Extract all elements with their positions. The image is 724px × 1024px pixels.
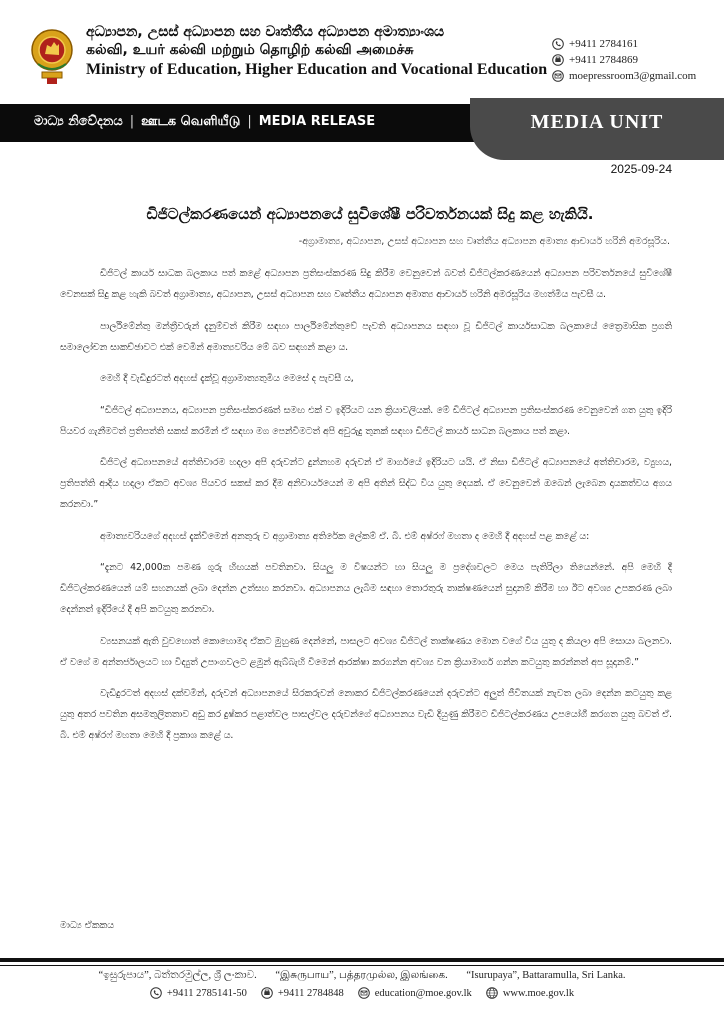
paragraph: අමාත්‍යවරියගේ අදහස් දැක්වීමෙන් අනතුරු ව අග්‍රාමාත්‍ය අතිරේක ලේකම් ඒ. බී. එම් අෂ්රෆ් මහතා ද මෙහි දී අදහස් පළ කළේ ය: bbox=[100, 530, 590, 542]
paragraph: ව්‍යසනයක් ඇති වුවහොත් කොහොමද ඒකට මුහුණ දෙන්නේ, පාසලට අවශ්‍ය ඩිජිටල් තාක්ෂණය මොන වගේ විය යුතු ද කියලා අපි සොයා බලනවා. ඒ වගේ ම අන්තර්ජාලයට හා විද්‍යුත් උපාංගවලට ළමුන් ඇබ්බැහි වීමෙන් ආරක්ෂා කරගන්න අවශ්‍ය වන ක්‍රියාමාර්ග ගන්න කටයුතු කරන්නත් අප සූදානම්.” bbox=[60, 635, 672, 668]
letterhead bbox=[0, 0, 724, 100]
footer-address bbox=[0, 969, 724, 982]
address-english: “Isurupaya”, Battaramulla, Sri Lanka. bbox=[466, 970, 626, 981]
media-unit-label: MEDIA UNIT bbox=[530, 111, 664, 133]
ministry-name-tamil: கல்வி, உயர் கல்வி மற்றும் தொழிற் கல்வி அமைச்சு bbox=[86, 42, 414, 58]
footer-email: education@moe.gov.lk bbox=[358, 987, 472, 999]
paragraph: මෙහි දී වැඩිදුරටත් අදහස් දැක්වූ අග්‍රාමාත්‍යතුමිය මෙසේ ද පැවසී ය, bbox=[100, 373, 354, 384]
footer-fax: +9411 2784848 bbox=[261, 987, 344, 999]
paragraph: පාර්ලිමේන්තු මන්ත්‍රීවරුන් දැනුම්වත් කිරීම සඳහා පාර්ලිමේන්තුවේ පැවති අධ්‍යාපනය සඳහා වූ ඩිජිටල් කාර්යසාධක බලකායේ ත්‍රෛමාසික ප්‍රගති සමාලෝචන සාකච්ඡාවට එක් වෙමින් අමාත්‍යවරිය මේ බව සඳහන් කළා ය. bbox=[60, 320, 672, 353]
paragraph: ඩිජිටල් අධ්‍යාපනයේ අත්තිවාරම හදලා අපි දරුවන්ට දුන්නහම දරුවන් ඒ මාර්ගයේ ඉදිරියට යයි. ඒ නිසා ඩිජිටල් අධ්‍යාපනයේ අත්තිවාරම, ව්‍යුහය, ප්‍රතිපත්ති ආදිය හදලා ඒකට අවශ්‍ය පියවර සකස් කර දීම අනිවාර්යයෙන් ම අපි අතින් සිද්ධ විය යුතු දෙයක්. ඒ වෙනුවෙන් ඔබෙන් ලැබෙන දායකත්වය අගය කරනවා.” bbox=[60, 457, 672, 510]
ministry-name-english: Ministry of Education, Higher Education and Vocational Education bbox=[86, 61, 548, 78]
email-icon bbox=[358, 987, 370, 999]
phone-icon bbox=[150, 987, 162, 999]
release-date: 2025-09-24 bbox=[610, 162, 672, 176]
email-icon bbox=[552, 70, 564, 82]
phone-icon bbox=[552, 38, 564, 50]
footer-contacts bbox=[0, 987, 724, 999]
footer-phone: +9411 2785141-50 bbox=[150, 987, 247, 999]
paragraph: ඩිජිටල් කාර්ය සාධක බලකාය පත් කළේ අධ්‍යාපන ප්‍රතිසංස්කරණ සිදු කිරීම වෙනුවෙන් බවත් ඩිජිටල්කරණයෙන් අධ්‍යාපන පරිවර්තනයේ සුවිශේෂී වෙනසක් සිදු කළ හැකි බවත් අග්‍රාමාත්‍ය, අධ්‍යාපන, උසස් අධ්‍යාපන සහ වෘත්තීය අධ්‍යාපන අමාත්‍ය ආචාර්ය හරිනි අමරසූරිය මහත්මිය පැවසී ය. bbox=[60, 268, 672, 300]
address-tamil: “இசுருபாய”, பத்தரமுல்ல, இலங்கை. bbox=[275, 970, 448, 981]
signature: මාධ්‍ය ඒකකය bbox=[60, 920, 115, 931]
header-contacts bbox=[552, 36, 722, 84]
release-body bbox=[60, 263, 672, 757]
release-title: ඩිජිටල්කරණයෙන් අධ්‍යාපනයේ සුවිශේෂී පරිවර්තනයක් සිදු කළ හැකියි. bbox=[146, 205, 594, 223]
label-english: MEDIA RELEASE bbox=[258, 114, 376, 129]
ministry-name-sinhala: අධ්‍යාපන, උසස් අධ්‍යාපන සහ වෘත්තීය අධ්‍යාපන අමාත්‍යාංශය bbox=[86, 24, 445, 40]
sri-lanka-emblem-icon bbox=[30, 24, 74, 88]
header-phone: +9411 2784161 bbox=[552, 36, 722, 52]
fax-icon bbox=[552, 54, 564, 66]
footer-divider-thin bbox=[0, 965, 724, 966]
globe-icon bbox=[486, 987, 498, 999]
footer-website: www.moe.gov.lk bbox=[486, 987, 574, 999]
header-fax: +9411 2784869 bbox=[552, 52, 722, 68]
release-byline: -අග්‍රාමාත්‍ය, අධ්‍යාපන, උසස් අධ්‍යාපන සහ වෘත්තීය අධ්‍යාපන අමාත්‍ය ආචාර්ය හරිනි අමරසූරිය. bbox=[298, 236, 670, 247]
paragraph: වැඩිදුරටත් අදහස් දක්වමින්, දරුවන් අධ්‍යාපනයේ සිරකරුවන් නොකර ඩිජිටල්කරණයෙන් දරුවන්ට අලුත් ජීවිතයක් නැවත ලබා දෙන්න කටයුතු කළ යුතු අතර පවතින අසමතුලිතතාව අඩු කර දුෂ්කර පළාත්වල පාසල්වල දරුවන්ගේ අධ්‍යාපනය වැඩි දියුණු කිරීමට ඩිජිටල්කරණය උපයෝගී කරගත යුතු බවත් ඒ. බී. එම් අෂ්රෆ් මහතා මෙහි දී ප්‍රකාශ කළේ ය. bbox=[60, 688, 672, 741]
footer-divider bbox=[0, 958, 724, 962]
label-tamil: ஊடக வெளியீடு bbox=[141, 114, 241, 129]
label-sinhala: මාධ්‍ය නිවේදනය bbox=[34, 114, 123, 129]
paragraph: “දැනට 42,000ක පමණ ගුරු හිඟයක් පවතිනවා. සියලු ම විෂයන්ට හා සියලු ම ප්‍රදේශවලට මෙය පැතිරිලා තියෙන්නේ. අපි මෙහි දී ඩිජිටල්කරණයෙන් යම් සහනයක් ලබා දෙන්න උත්සහ කරනවා. අධ්‍යාපනය ලැබීම සඳහා තොරතුරු තාක්ෂණයෙන් සුදානම් කිරීම හා ඊට අවශ්‍ය උපකරණ ලබා දෙන්නත් ඉදිරියේ දී අපි කටයුතු කරනවා. bbox=[60, 562, 672, 615]
fax-icon bbox=[261, 987, 273, 999]
media-release-labels: මාධ්‍ය නිවේදනය | ஊடக வெளியீடு | MEDIA RELEASE bbox=[34, 114, 376, 129]
paragraph: “ඩිජිටල් අධ්‍යාපනය, අධ්‍යාපන ප්‍රතිසංස්කරණත් සමඟ එක් ව ඉදිරියට යන ක්‍රියාවලියක්. මේ ඩිජිටල් අධ්‍යාපන ප්‍රතිසංස්කරණ වෙනුවෙන් ගත යුතු ඉදිරි පියවර ගැනීමටත් ප්‍රතිපත්ති සකස් කරමින් ඒ සඳහා මග පෙන්වීමටත් අපි අවුරුදු තුනක් සඳහා ඩිජිටල් කාර්ය සාධන බලකාය පත් කළා. bbox=[60, 404, 672, 437]
header-email: moepressroom3@gmail.com bbox=[552, 68, 722, 84]
address-sinhala: “ඉසුරුපාය”, බත්තරමුල්ල, ශ්‍රී ලංකාව. bbox=[98, 970, 257, 981]
